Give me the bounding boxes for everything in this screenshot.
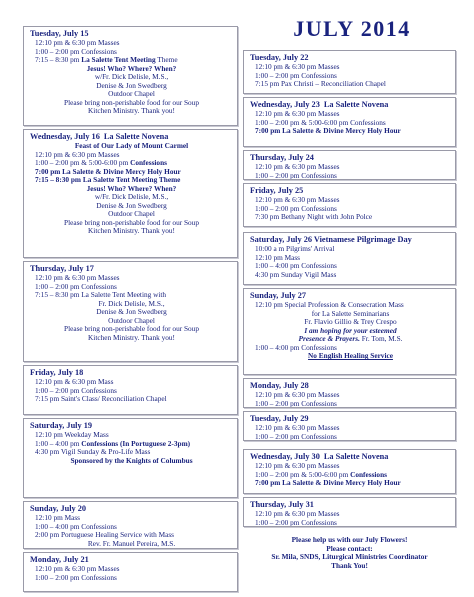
schedule-line: 1:00 – 4:00 pm Confessions: [35, 521, 117, 531]
schedule-line: Kitchen Ministry. Thank you!: [88, 226, 175, 236]
schedule-line: Please bring non-perishable food for our Soup: [64, 97, 199, 107]
footer-line: Please contact:: [326, 543, 373, 553]
schedule-line: 1:00 – 2:00 pm Confessions: [35, 46, 117, 56]
schedule-line: Outdoor Chapel: [108, 315, 155, 325]
day-date: Friday, July 18: [30, 368, 84, 377]
schedule-line: Presence & Prayers. Fr. Tom, M.S.: [298, 334, 403, 344]
day-box-wednesday-july-23: [243, 97, 456, 147]
schedule-line: 12:10 pm & 6:30 pm Masses: [35, 564, 120, 573]
schedule-line: 2:00 pm Portuguese Healing Service with Mass: [35, 530, 175, 540]
schedule-line: No English Healing Service: [308, 351, 393, 361]
day-date: Tuesday, July 29: [250, 414, 309, 423]
schedule-line: for La Salette Seminarians: [311, 308, 390, 318]
schedule-line: 12:10 pm & 6:30 pm Masses: [255, 390, 340, 399]
page-title: JULY 2014: [293, 16, 411, 41]
day-box-sunday-july-27: [243, 288, 456, 375]
schedule-line: 1:00 – 2:00 pm Confessions: [255, 431, 337, 441]
schedule-line: 1:00 – 2:00 pm & 5:00-6:00 pm Confessions: [255, 469, 387, 479]
schedule-line: 1:00 – 2:00 pm Confessions: [255, 203, 337, 213]
schedule-line: 12:10 pm & 6:30 pm Mass: [35, 377, 114, 386]
schedule-line: 12:10 pm & 6:30 pm Masses: [255, 162, 340, 171]
schedule-line: 1:00 – 4:00 pm Confessions: [255, 342, 337, 352]
day-box-thursday-july-31: [243, 497, 456, 527]
day-date: Sunday, July 27: [250, 291, 307, 300]
day-box-thursday-july-17: [23, 261, 238, 362]
day-date: Saturday, July 19: [30, 421, 93, 430]
day-box-sunday-july-20: [23, 501, 238, 549]
schedule-line: 1:00 – 2:00 pm Confessions: [255, 70, 337, 80]
schedule-line: Denise & Jon Swedberg: [96, 307, 167, 317]
schedule-line: 12:10 pm & 6:30 pm Masses: [255, 62, 340, 71]
schedule-line: Sponsored by the Knights of Columbus: [70, 455, 193, 465]
novena-label: La Salette Novena: [323, 452, 389, 461]
day-date: Friday, July 25: [250, 186, 304, 195]
schedule-line: Jesus! Who? Where? When?: [86, 63, 177, 73]
schedule-line: 4:30 pm Sunday Vigil Mass: [255, 269, 337, 279]
day-box-tuesday-july-15: [23, 26, 238, 126]
day-date: Wednesday, July 30: [250, 452, 320, 461]
day-box-saturday-july-19: [23, 418, 238, 498]
schedule-line: 7:00 pm La Salette & Divine Mercy Holy Hour: [255, 126, 401, 136]
schedule-line: 1:00 – 2:00 pm Confessions: [255, 170, 337, 180]
day-date: Wednesday, July 16: [30, 132, 100, 141]
day-box-monday-july-21: [23, 552, 238, 592]
schedule-line: I am hoping for your esteemed: [304, 325, 397, 335]
schedule-line: Kitchen Ministry. Thank you!: [88, 332, 175, 342]
schedule-line: 12:10 pm Weekday Mass: [35, 430, 109, 439]
schedule-line: 10:00 a m Pilgrims' Arrival: [255, 244, 335, 253]
day-date: Thursday, July 17: [30, 264, 94, 273]
schedule-line: 1:00 – 2:00 pm & 5:00-6:00 pm Confessions: [35, 158, 167, 168]
day-date: Monday, July 21: [30, 555, 89, 564]
novena-label: La Salette Novena: [323, 100, 389, 109]
day-box-tuesday-july-29: [243, 411, 456, 441]
schedule-line: 12:10 pm Special Profession & Consecration Mass: [255, 300, 404, 309]
day-box-thursday-july-24: [243, 150, 456, 180]
flowers-notice: [243, 536, 456, 571]
day-box-wednesday-july-16: [23, 129, 238, 258]
footer-line: Sr. Mila, SNDS, Liturgical Ministries Coordinator: [271, 552, 428, 562]
schedule-line: Outdoor Chapel: [108, 209, 155, 219]
day-box-tuesday-july-22: [243, 50, 456, 94]
day-date: Thursday, July 24: [250, 153, 314, 162]
schedule-line: 1:00 – 2:00 pm Confessions: [255, 398, 337, 408]
day-box-friday-july-25: [243, 183, 456, 227]
schedule-line: 7:15 pm Saint's Class/ Reconciliation Chapel: [35, 394, 167, 404]
schedule-line: w/Fr. Dick Delisle, M.S.,: [94, 72, 169, 82]
schedule-line: 7:15 pm Pax Christi – Reconciliation Chapel: [255, 79, 386, 89]
schedule-line: Denise & Jon Swedberg: [96, 200, 167, 210]
day-date: Monday, July 28: [250, 381, 309, 390]
schedule-line: 12:10 pm Mass: [35, 513, 80, 522]
schedule-line: 4:30 pm Vigil Sunday & Pro-Life Mass: [35, 447, 151, 457]
schedule-line: Please bring non-perishable food for our Soup: [64, 217, 199, 227]
schedule-line: 1:00 – 4:00 pm Confessions (In Portuguese 2-3pm): [35, 438, 191, 448]
schedule-line: 1:00 – 2:00 pm Confessions: [35, 385, 117, 395]
schedule-line: 7:15 – 8:30 pm La Salette Tent Meeting with: [35, 290, 167, 300]
schedule-line: Fr. Dick Delisle, M.S.,: [98, 298, 165, 308]
schedule-line: Denise & Jon Swedberg: [96, 80, 167, 90]
schedule-line: 7:30 pm Bethany Night with John Polce: [255, 212, 373, 222]
schedule-line: 12:10 pm & 6:30 pm Masses: [35, 38, 120, 47]
schedule-line: Rev. Fr. Manuel Pereira, M.S.: [87, 538, 176, 548]
schedule-line: 7:15 – 8:30 pm La Salette Tent Meeting Theme: [35, 55, 178, 65]
day-date: Wednesday, July 23: [250, 100, 320, 109]
schedule-line: 12:10 pm & 6:30 pm Masses: [255, 509, 340, 518]
schedule-line: 12:10 pm & 6:30 pm Masses: [35, 273, 120, 282]
day-box-wednesday-july-30: [243, 449, 456, 494]
schedule-line: 1:00 – 4:00 pm Confessions: [255, 261, 337, 271]
signature-text: Fr. Tom, M.S.: [359, 334, 403, 344]
schedule-line: 12:10 pm Mass: [255, 252, 300, 262]
schedule-line: 1:00 – 2:00 pm Confessions: [35, 281, 117, 291]
schedule-line: w/Fr. Dick Delisle, M.S.,: [94, 192, 169, 202]
day-date: Sunday, July 20: [30, 504, 87, 513]
schedule-line: 7:00 pm La Salette & Divine Mercy Holy Hour: [255, 478, 401, 488]
schedule-line: 12:10 pm & 6:30 pm Masses: [35, 149, 120, 159]
day-box-monday-july-28: [243, 378, 456, 408]
schedule-line: 7:00 pm La Salette & Divine Mercy Holy Hour: [35, 166, 181, 176]
schedule-line: Outdoor Chapel: [108, 89, 155, 99]
schedule-line: 1:00 – 2:00 pm Confessions: [255, 517, 337, 527]
schedule-line: 12:10 pm & 6:30 pm Masses: [255, 461, 340, 470]
schedule-line: Jesus! Who? Where? When?: [86, 183, 177, 193]
day-date: Saturday, July 26 Vietnamese Pilgrimage Day: [250, 235, 412, 244]
day-date: Tuesday, July 22: [250, 53, 309, 62]
schedule-line: Feast of Our Lady of Mount Carmel: [74, 141, 189, 150]
schedule-line: 12:10 pm & 6:30 pm Masses: [255, 423, 340, 432]
schedule-line: Kitchen Ministry. Thank you!: [88, 106, 175, 116]
day-box-friday-july-18: [23, 365, 238, 415]
schedule-line: 1:00 – 2:00 pm Confessions: [35, 572, 117, 582]
schedule-line: 7:15 – 8:30 pm La Salette Tent Meeting Theme: [35, 175, 181, 185]
schedule-line: 12:10 pm & 6:30 pm Masses: [255, 195, 340, 204]
schedule-line: Please bring non-perishable food for our Soup: [64, 324, 199, 334]
footer-line: Thank You!: [331, 561, 368, 571]
footer-line: Please help us with our July Flowers!: [291, 535, 408, 544]
day-box-saturday-july-26: [243, 232, 456, 285]
schedule-line: 1:00 – 2:00 pm & 5:00-6:00 pm Confessions: [255, 117, 386, 127]
novena-label: La Salette Novena: [103, 132, 169, 141]
day-date: Thursday, July 31: [250, 500, 314, 509]
day-date: Tuesday, July 15: [30, 29, 89, 38]
schedule-line: 12:10 pm & 6:30 pm Masses: [255, 109, 340, 118]
schedule-line: Fr. Flavio Gillio & Trey Crespo: [304, 317, 397, 327]
